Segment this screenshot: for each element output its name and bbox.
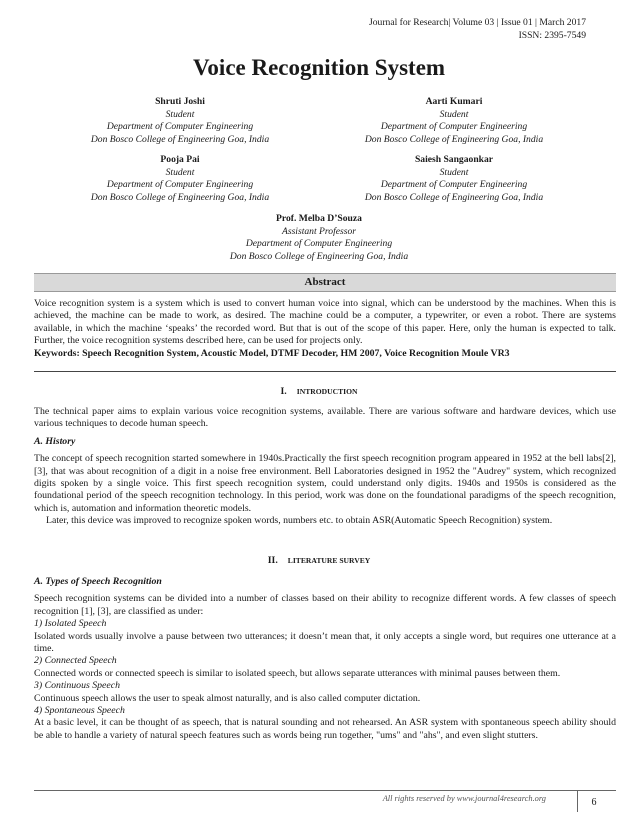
section-title: LITERATURE SURVEY — [287, 556, 371, 565]
author-college: Don Bosco College of Engineering Goa, India — [229, 250, 409, 262]
author-block — [50, 96, 310, 146]
type-text: Connected words or connected speech is similar to isolated speech, but allows separate utterances with minimal pauses between them. — [34, 667, 561, 679]
author-college: Don Bosco College of Engineering Goa, India — [364, 133, 544, 145]
author-name: Shruti Joshi — [155, 96, 205, 107]
author-block — [324, 96, 584, 146]
type-text: At a basic level, it can be thought of as speech, that is natural sounding and not rehearsed. An ASR system with spontaneous speech ability should be able to handle a variety of natural speech features such as words being run together, "ums" and "ahs", and even slight stutters. — [34, 717, 616, 741]
abstract-heading: Abstract — [34, 273, 616, 292]
author-block — [189, 213, 449, 263]
section-title: INTRODUCTION — [296, 387, 358, 396]
author-role: Assistant Professor — [281, 225, 356, 237]
types-intro: Speech recognition systems can be divided into a number of classes based on their ability to recognize different words. A few classes of speech recognition [1], [3], are classified as under: — [34, 593, 616, 617]
issn-line: ISSN: 2395-7549 — [518, 30, 586, 41]
author-role: Student — [165, 166, 195, 178]
section-heading-literature-survey — [0, 555, 638, 566]
author-name: Saiesh Sangaonkar — [414, 154, 494, 165]
type-heading: 3) Continuous Speech — [34, 680, 120, 692]
journal-header-line: Journal for Research| Volume 03 | Issue 01 | March 2017 — [369, 17, 586, 28]
abstract-body — [34, 298, 616, 360]
page-number: 6 — [577, 790, 610, 812]
footer-divider — [34, 790, 616, 791]
history-paragraph: Later, this device was improved to recognize spoken words, numbers etc. to obtain ASR(Automatic Speech Recognition) system. — [46, 515, 553, 527]
author-name: Prof. Melba D’Souza — [276, 213, 362, 224]
author-dept: Department of Computer Engineering — [106, 121, 254, 132]
type-text: Continuous speech allows the user to speak almost naturally, and is also called computer dictation. — [34, 692, 421, 704]
author-block — [324, 154, 584, 204]
type-heading: 2) Connected Speech — [34, 655, 117, 667]
history-paragraph: The concept of speech recognition started somewhere in 1940s.Practically the first speech recognition program appeared in 1952 at the bell labs[2],[3], that was about recognition of a digit in a noise free environment. Bell Laboratories designed in 1952 the "Audrey" system, which recognized digits spoken by a single voice. This first speech recognition system, could understand only digits. 1940s and 1950s is considered as the foundational period of the speech recognition technology. In this period, work was done on the foundational paradigms of the speech recognition, which is, automation and information theoretic models. — [34, 453, 616, 514]
author-role: Student — [165, 108, 195, 120]
author-name: Pooja Pai — [160, 154, 200, 165]
intro-paragraph: The technical paper aims to explain various voice recognition systems, available. There are various software and hardware devices, which use various techniques to decode human speech. — [34, 406, 616, 430]
type-text: Isolated words usually involve a pause between two utterances; it doesn’t mean that, it only accepts a single word, but requires one utterance at a time. — [34, 630, 616, 655]
abstract-divider — [34, 371, 616, 372]
section-number: II. — [267, 555, 278, 566]
subsection-heading-history: A. History — [34, 435, 76, 447]
introduction-body — [34, 406, 616, 528]
author-college: Don Bosco College of Engineering Goa, India — [364, 191, 544, 203]
author-dept: Department of Computer Engineering — [380, 179, 528, 190]
author-dept: Department of Computer Engineering — [106, 179, 254, 190]
author-dept: Department of Computer Engineering — [245, 238, 393, 249]
section-number: I. — [280, 386, 287, 397]
paper-title: Voice Recognition System — [192, 55, 446, 80]
author-name: Aarti Kumari — [425, 96, 483, 107]
footer-rights: All rights reserved by www.journal4research.org — [382, 794, 546, 803]
subsection-heading-types: A. Types of Speech Recognition — [34, 576, 162, 587]
author-dept: Department of Computer Engineering — [380, 121, 528, 132]
keywords: Keywords: Speech Recognition System, Acoustic Model, DTMF Decoder, HM 2007, Voice Recognition Moule VR3 — [34, 347, 510, 359]
author-block — [50, 154, 310, 204]
author-college: Don Bosco College of Engineering Goa, India — [90, 191, 270, 203]
abstract-text: Voice recognition system is a system which is used to convert human voice into signal, which can be understood by the machines. When this is achieved, the machine can be made to work, as desired. The machine could be a computer, a typewriter, or even a robot. There are systems available, in which the machine ‘speaks’ the recorded word. But that is out of the scope of this paper. Here, only the human is expected to talk. Further, the voice recognition systems described here, can be used for projects only. — [34, 298, 616, 347]
type-heading: 4) Spontaneous Speech — [34, 705, 125, 717]
type-heading: 1) Isolated Speech — [34, 618, 107, 630]
author-college: Don Bosco College of Engineering Goa, India — [90, 133, 270, 145]
author-role: Student — [439, 108, 469, 120]
journal-header — [369, 16, 586, 42]
literature-body — [34, 576, 616, 742]
section-heading-introduction — [0, 386, 638, 397]
author-role: Student — [439, 166, 469, 178]
